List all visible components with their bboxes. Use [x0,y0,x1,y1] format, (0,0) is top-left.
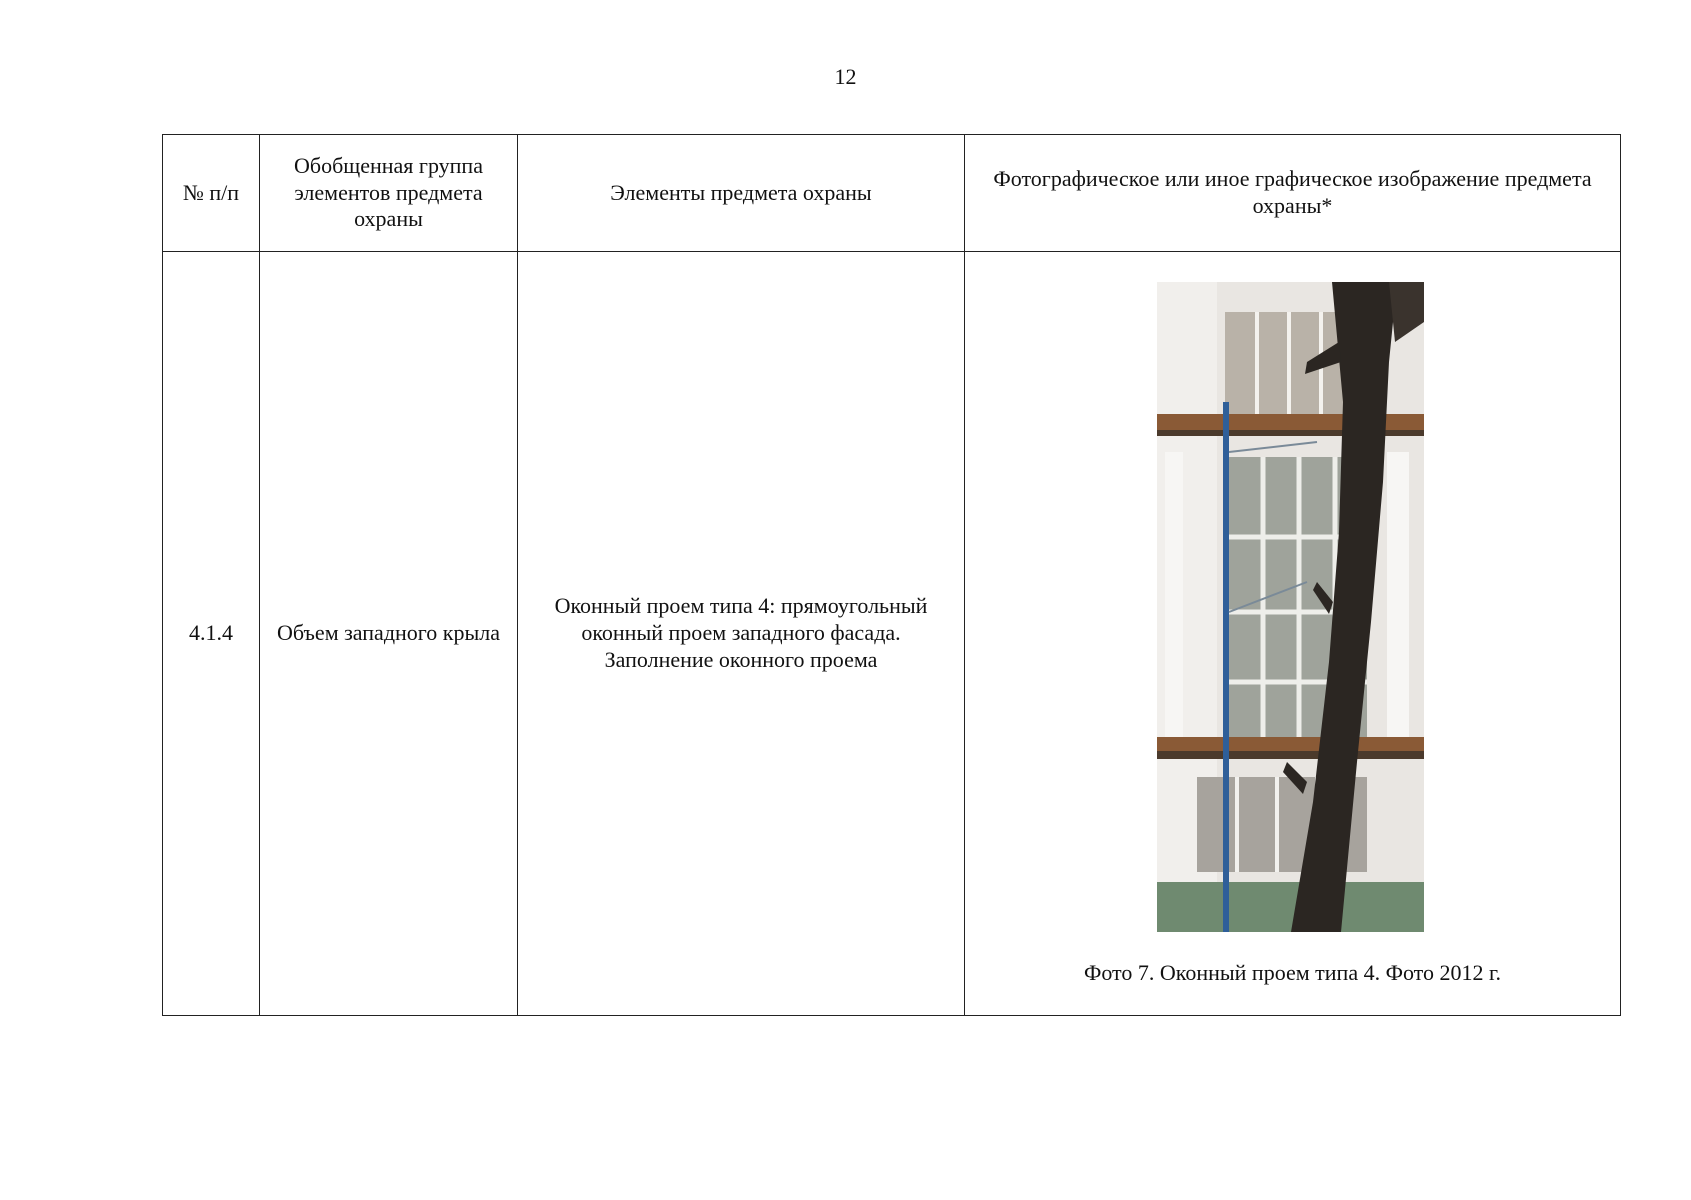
header-number: № п/п [163,135,260,252]
page-number: 12 [834,64,857,89]
header-image: Фотографическое или иное графическое изображение предмета охраны* [965,135,1621,252]
row-elements: Оконный проем типа 4: прямоугольный оконный проем западного фасада. Заполнение оконного проема [518,252,965,1016]
protection-table [162,134,1621,1016]
facade-window-photo [1157,282,1424,932]
row-group: Объем западного крыла [260,252,518,1016]
facade-photo-illustration [1157,282,1424,932]
header-group: Обобщенная группа элементов предмета охраны [260,135,518,252]
header-elements: Элементы предмета охраны [518,135,965,252]
table-row [163,252,1621,1016]
row-photo-cell [965,252,1621,1016]
photo-caption: Фото 7. Оконный проем типа 4. Фото 2012 г. [1083,960,1502,985]
table-header-row [163,135,1621,252]
row-number: 4.1.4 [163,252,260,1016]
